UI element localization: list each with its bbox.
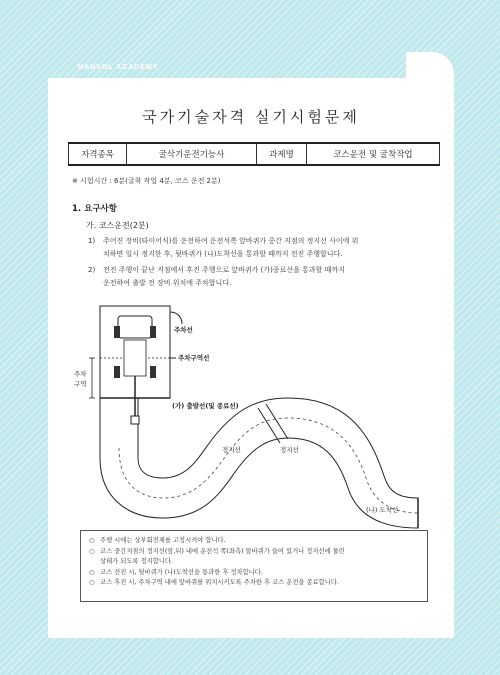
stop-line-label: 정지선: [222, 446, 241, 454]
info-value-subject: 굴삭기운전기능사: [127, 143, 257, 165]
info-table: [68, 142, 440, 166]
note-text: 주행 시에는 상부회전체를 고정시켜야 합니다.: [100, 537, 226, 544]
parking-area-label: 주차: [74, 370, 87, 378]
info-label-subject: 자격종목: [69, 143, 127, 165]
note-text: 코스 중간지점의 정지선(앞,뒤) 내에 운전석 쪽(좌측) 앞바퀴가 들어 있거나 정지선에 물린: [100, 547, 345, 555]
note-item: [89, 547, 419, 568]
parking-area-label: 구역: [74, 380, 87, 388]
note-marker: ○: [89, 547, 95, 555]
note-text: 코스 후진 시, 주차구역 내에 앞바퀴를 위치시키도록 주차한 후 코스 운전을 종료합니다.: [100, 579, 339, 586]
stop-line-label: 정지선: [280, 446, 299, 454]
item-line: 전진 주행이 끝난 지점에서 후진 주행으로 앞바퀴가 (가)종료선을 통과할 때까지: [103, 266, 345, 274]
info-value-task: 코스운전 및 굴착작업: [307, 143, 440, 165]
item-line: 운전하여 출발 전 장비 위치에 주차합니다.: [103, 279, 232, 287]
parking-zone-line-label: 주차구역선: [178, 354, 210, 362]
arrow-icon: [170, 312, 182, 324]
requirement-item: [88, 235, 428, 261]
page-title: 국가기술자격 실기시험문제: [142, 108, 360, 126]
note-text: 상태가 되도록 정지합니다.: [100, 558, 173, 565]
finish-line-label: (나) 도착선: [366, 506, 399, 514]
note-item: [89, 568, 419, 579]
item-number: 2): [88, 266, 96, 274]
parking-line-label: 주차선: [174, 326, 193, 334]
start-line-label: (가) 출발선(및 종료선): [172, 402, 239, 410]
requirement-item: [88, 264, 428, 290]
note-marker: ○: [89, 568, 95, 576]
item-number: 1): [88, 237, 96, 245]
course-diagram: [48, 298, 454, 530]
note-item: [89, 578, 419, 589]
document-card: [48, 78, 454, 638]
brand-label: HANSOL ACADEMY: [78, 64, 159, 71]
note-marker: ○: [89, 537, 95, 544]
notes-box: [80, 530, 428, 602]
note-marker: ○: [89, 579, 95, 586]
time-note: ※ 시험시간 : 6분(굴착 작업 4분, 코스 운전 2분): [72, 177, 221, 185]
section-title: 1. 요구사항: [72, 204, 117, 214]
subsection-title: 가. 코스운전(2분): [86, 221, 149, 230]
note-item: [89, 536, 419, 547]
info-label-task: 과제명: [257, 143, 307, 165]
item-line: 치하면 일시 정지한 후, 뒷바퀴가 (나)도착선을 통과할 때까지 전진 주행합니다.: [103, 250, 343, 258]
note-text: 코스 전진 시, 뒷바퀴가 (나)도착선을 통과한 후 정차합니다.: [100, 568, 263, 576]
item-line: 주어진 장비(타이어식)를 운전하여 운전석쪽 앞바퀴가 중간 지점의 정지선 사이에 위: [103, 237, 359, 245]
